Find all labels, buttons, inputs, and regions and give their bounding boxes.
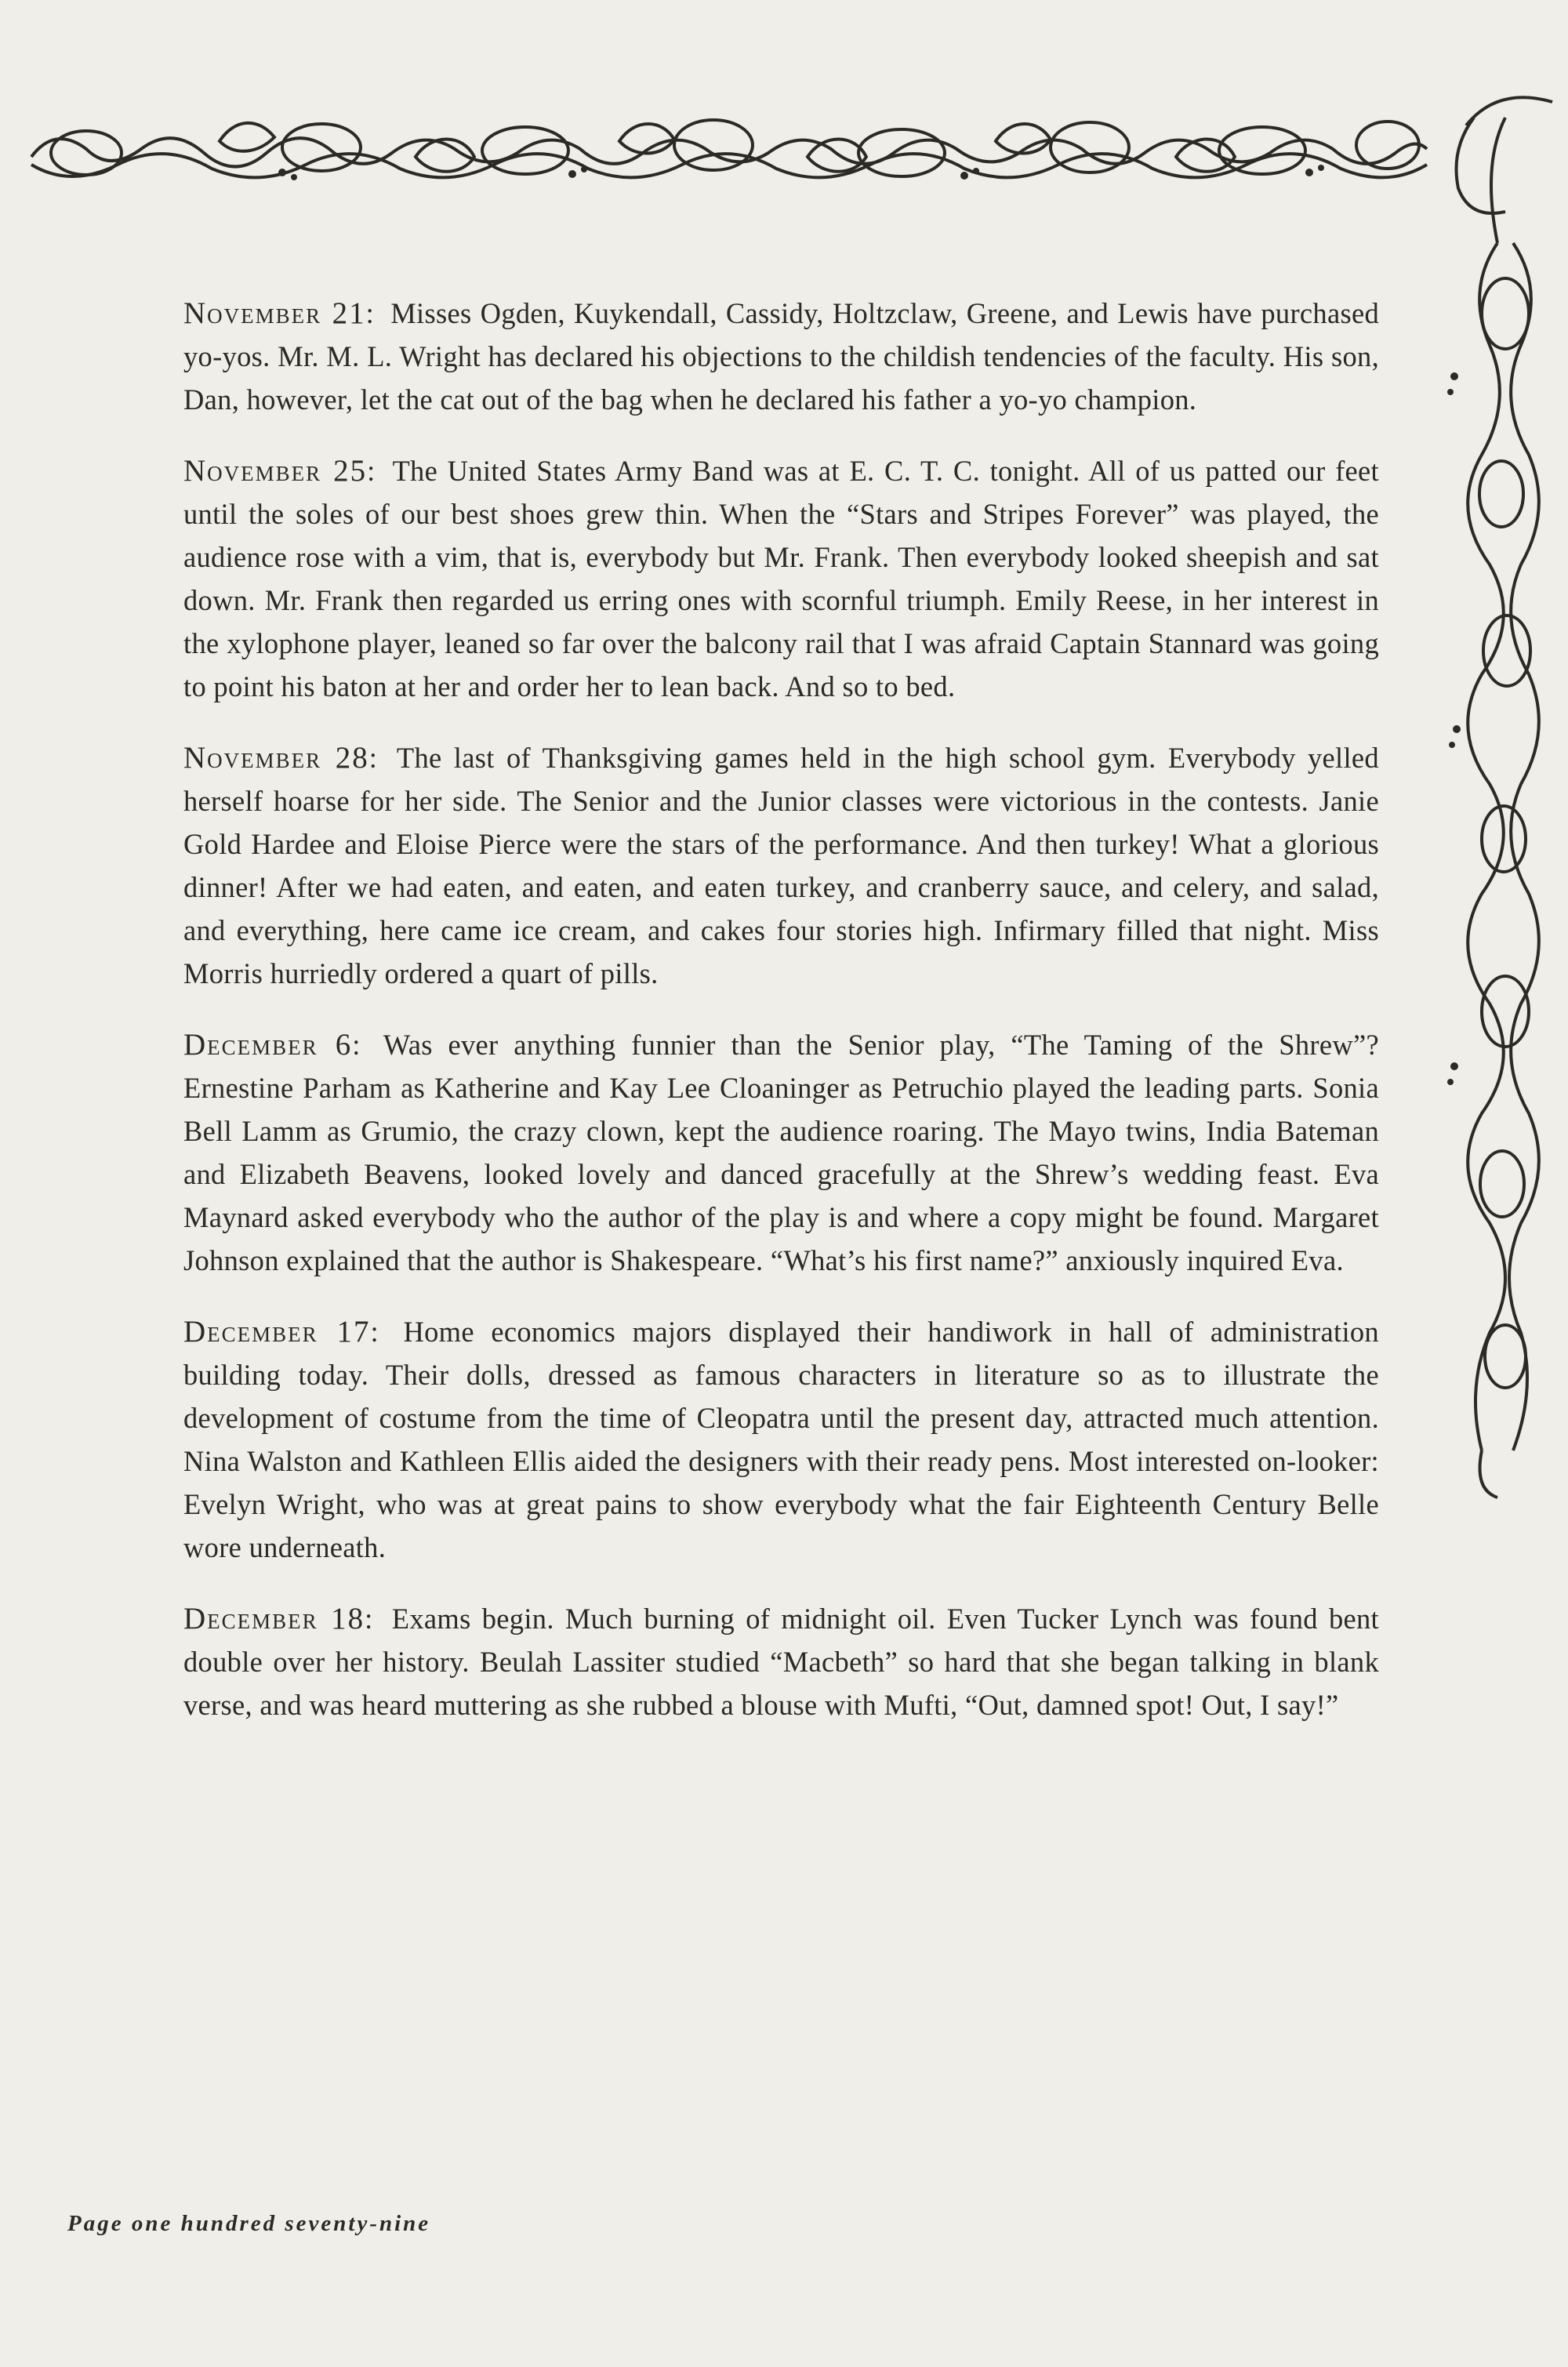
diary-entries	[183, 292, 1379, 1755]
entry-date: December 17	[183, 1315, 371, 1349]
side-ornament-border	[1435, 86, 1560, 1505]
entry-date: November 28	[183, 741, 369, 775]
entry-text: Misses Ogden, Kuykendall, Cassidy, Holtzclaw, Greene, and Lewis have purchased yo-yos. Mr. M. L. Wright has declared his objections to the childish tendencies of the faculty. His son, Dan, however, let the cat out of the bag when he declared his father a yo-yo champion.	[183, 297, 1379, 416]
entry-text: Exams begin. Much burning of midnight oil. Even Tucker Lynch was found bent double over her history. Beulah Lassiter studied “Macbeth” so hard that she began talking in blank verse, and was heard muttering as she rubbed a blouse with Mufti, “Out, damned spot! Out, I say!”	[183, 1603, 1379, 1721]
entry-date: November 21	[183, 296, 366, 330]
entry-december-6: December 6: Was ever anything funnier than the Senior play, “The Taming of the Shrew”? Ernestine Parham as Katherine and Kay Lee Cloaninger as Petruchio played the leading parts. Sonia Bell Lamm as Grumio, the crazy clown, kept the audience roaring. The Mayo twins, India Bateman and Elizabeth Beavens, looked lovely and danced gracefully at the Shrew’s wedding feast. Eva Maynard asked everybody who the author of the play is and where a copy might be found. Margaret Johnson explained that the author is Shakespeare. “What’s his first name?” anxiously inquired Eva.	[183, 1028, 1379, 1276]
entry-text: Home economics majors displayed their handiwork in hall of administration building today. Their dolls, dressed as famous characters in literature so as to illustrate the development of costume from the time of Cleopatra until the present day, attracted much attention. Nina Walston and Kathleen Ellis aided the designers with their ready pens. Most interested on-looker: Evelyn Wright, who was at great pains to show everybody what the fair Eighteenth Century Belle wore underneath.	[183, 1316, 1379, 1563]
entry-november-28: November 28: The last of Thanksgiving games held in the high school gym. Everybody yelled herself hoarse for her side. The Senior and the Junior classes were victorious in the contests. Janie Gold Hardee and Eloise Pierce were the stars of the performance. And then turkey! What a glorious dinner! After we had eaten, and eaten, and eaten turkey, and cranberry sauce, and celery, and salad, and everything, here came ice cream, and cakes four stories high. Infirmary filled that night. Miss Morris hurriedly ordered a quart of pills.	[183, 741, 1379, 989]
entry-date: November 25	[183, 454, 368, 488]
entry-december-17: December 17: Home economics majors displayed their handiwork in hall of administration building today. Their dolls, dressed as famous characters in literature so as to illustrate the development of costume from the time of Cleopatra until the present day, attracted much attention. Nina Walston and Kathleen Ellis aided the designers with their ready pens. Most interested on-looker: Evelyn Wright, who was at great pains to show everybody what the fair Eighteenth Century Belle wore underneath.	[183, 1315, 1379, 1563]
page-number: Page one hundred seventy-nine	[67, 2211, 431, 2236]
entry-date: December 6	[183, 1028, 353, 1062]
entry-november-21: November 21: Misses Ogden, Kuykendall, Cassidy, Holtzclaw, Greene, and Lewis have purchased yo-yos. Mr. M. L. Wright has declared his objections to the childish tendencies of the faculty. His son, Dan, however, let the cat out of the bag when he declared his father a yo-yo champion.	[183, 296, 1379, 416]
entry-date: December 18	[183, 1602, 365, 1635]
entry-november-25: November 25: The United States Army Band was at E. C. T. C. tonight. All of us patted our feet until the soles of our best shoes grew thin. When the “Stars and Stripes Forever” was played, the audience rose with a vim, that is, everybody but Mr. Frank. Then everybody looked sheepish and sat down. Mr. Frank then regarded us erring ones with scornful triumph. Emily Reese, in her interest in the xylophone player, leaned so far over the balcony rail that I was afraid Captain Stannard was going to point his baton at her and order her to lean back. And so to bed.	[183, 454, 1379, 702]
entry-text: The last of Thanksgiving games held in the high school gym. Everybody yelled herself hoarse for her side. The Senior and the Junior classes were victorious in the contests. Janie Gold Hardee and Eloise Pierce were the stars of the performance. And then turkey! What a glorious dinner! After we had eaten, and eaten, and eaten turkey, and cranberry sauce, and celery, and salad, and everything, here came ice cream, and cakes four stories high. Infirmary filled that night. Miss Morris hurriedly ordered a quart of pills.	[183, 742, 1379, 989]
header-ornament-scroll	[24, 110, 1435, 196]
entry-text: Was ever anything funnier than the Senior play, “The Taming of the Shrew”? Ernestine Parham as Katherine and Kay Lee Cloaninger as Petruchio played the leading parts. Sonia Bell Lamm as Grumio, the crazy clown, kept the audience roaring. The Mayo twins, India Bateman and Elizabeth Beavens, looked lovely and danced gracefully at the Shrew’s wedding feast. Eva Maynard asked everybody who the author of the play is and where a copy might be found. Margaret Johnson explained that the author is Shakespeare. “What’s his first name?” anxiously inquired Eva.	[183, 1029, 1379, 1276]
entry-text: The United States Army Band was at E. C. T. C. tonight. All of us patted our feet until the soles of our best shoes grew thin. When the “Stars and Stripes Forever” was played, the audience rose with a vim, that is, everybody but Mr. Frank. Then everybody looked sheepish and sat down. Mr. Frank then regarded us erring ones with scornful triumph. Emily Reese, in her interest in the xylophone player, leaned so far over the balcony rail that I was afraid Captain Stannard was going to point his baton at her and order her to lean back. And so to bed.	[183, 455, 1379, 702]
entry-december-18: December 18: Exams begin. Much burning of midnight oil. Even Tucker Lynch was found bent double over her history. Beulah Lassiter studied “Macbeth” so hard that she began talking in blank verse, and was heard muttering as she rubbed a blouse with Mufti, “Out, damned spot! Out, I say!”	[183, 1602, 1379, 1721]
